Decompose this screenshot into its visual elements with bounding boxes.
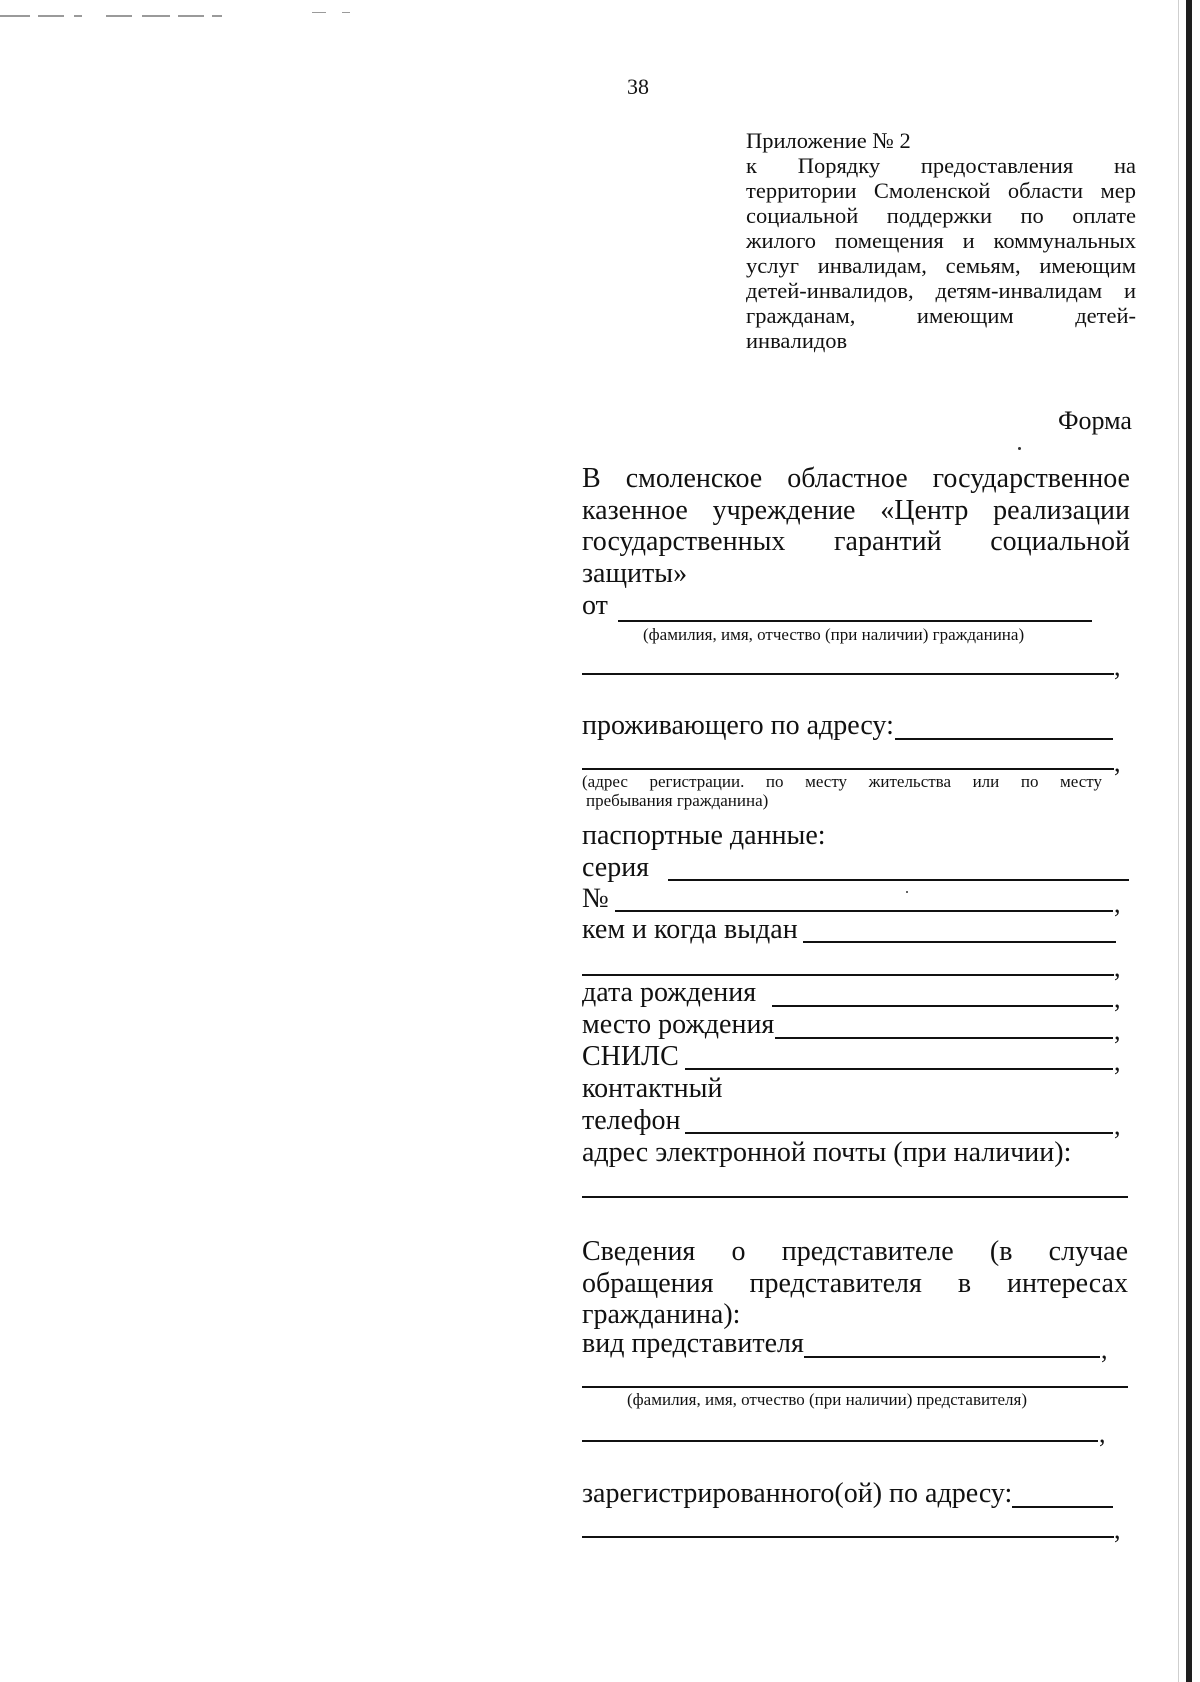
number-label: № [582,883,609,914]
number-line[interactable] [615,910,1113,912]
comma: , [1114,889,1121,918]
comma: , [1114,1047,1121,1076]
scan-artifact [212,15,222,17]
address-caption-line: пребывания гражданина) [586,791,769,810]
representative-line: гражданина): [582,1299,741,1330]
address-line-2[interactable] [582,768,1114,770]
appendix-title: Приложение № 2 [746,128,911,153]
addressee-line: казенное учреждение «Центр реализации [582,494,1130,526]
phone-line[interactable] [685,1132,1113,1134]
snils-label: СНИЛС [582,1041,679,1072]
appendix-line: социальной поддержки по оплате [746,203,1136,228]
scan-artifact [106,15,132,17]
form-label: Форма [1058,406,1132,435]
addressee-block [582,463,1130,589]
address-caption-line: (адрес регистрации. по месту жительства или по месту [582,772,1102,791]
issued-label: кем и когда выдан [582,914,798,945]
scan-edge-line [1178,0,1179,1682]
comma: , [1114,748,1121,777]
address-line[interactable] [895,738,1113,740]
series-line[interactable] [668,879,1129,881]
scan-page-edge [1186,0,1192,1682]
representative-address-label: зарегистрированного(ой) по адресу: [582,1478,1013,1509]
scan-artifact [342,12,350,13]
addressee-line: В смоленское областное государственное [582,463,1130,494]
issued-line-2[interactable] [582,974,1114,976]
representative-address-line[interactable] [1012,1506,1113,1508]
address-caption [582,772,1102,810]
comma: , [1114,984,1121,1013]
comma: , [1114,1515,1121,1544]
comma: , [1114,1111,1121,1140]
scan-speck [1018,447,1021,450]
birth-place-label: место рождения [582,1009,775,1040]
addressee-line: защиты» [582,557,688,589]
appendix-line: услуг инвалидам, семьям, имеющим [746,253,1136,278]
birth-date-line[interactable] [772,1005,1113,1007]
representative-line: обращения представителя в интересах [582,1267,1128,1299]
comma: , [1114,953,1121,982]
appendix-header [746,128,1136,353]
applicant-name-line[interactable] [618,620,1092,622]
scan-artifact [178,15,204,17]
representative-block [582,1236,1128,1331]
addressee-line: государственных гарантий социальной [582,526,1130,557]
appendix-line: жилого помещения и коммунальных [746,228,1136,253]
issued-line[interactable] [803,941,1116,943]
representative-kind-label: вид представителя [582,1328,804,1359]
representative-name-line[interactable] [582,1386,1128,1388]
comma: , [1101,1335,1108,1364]
scan-artifact [142,15,170,17]
appendix-line: гражданам, имеющим детей- [746,303,1136,328]
series-label: серия [582,852,650,883]
residing-label: проживающего по адресу: [582,710,894,741]
scan-artifact [38,15,64,17]
email-line[interactable] [582,1196,1128,1198]
comma: , [1099,1419,1106,1448]
contact-label: контактный [582,1073,723,1104]
appendix-line: детей-инвалидов, детям-инвалидам и [746,278,1136,303]
representative-address-line-2[interactable] [582,1536,1114,1538]
representative-kind-line[interactable] [804,1356,1100,1358]
comma: , [1114,1016,1121,1045]
birth-date-label: дата рождения [582,977,757,1008]
snils-line[interactable] [685,1068,1113,1070]
scan-speck [906,891,908,893]
applicant-name-caption: (фамилия, имя, отчество (при наличии) гражданина) [643,625,1025,644]
from-label: от [582,590,608,621]
comma: , [1114,652,1121,681]
birth-place-line[interactable] [775,1037,1113,1039]
passport-label: паспортные данные: [582,820,826,851]
appendix-line: к Порядку предоставления на [746,153,1136,178]
email-label: адрес электронной почты (при наличии): [582,1137,1072,1168]
scan-artifact [312,12,326,13]
representative-name-caption: (фамилия, имя, отчество (при наличии) представителя) [627,1390,1028,1409]
applicant-name-line-2[interactable] [582,673,1114,675]
appendix-line: территории Смоленской области мер [746,178,1136,203]
appendix-line: инвалидов [746,328,848,353]
scan-artifact [0,15,30,17]
scan-artifact [74,15,82,17]
page-number: 38 [627,74,649,99]
representative-line: Сведения о представителе (в случае [582,1236,1128,1267]
representative-name-line-2[interactable] [582,1440,1098,1442]
phone-label: телефон [582,1105,681,1136]
